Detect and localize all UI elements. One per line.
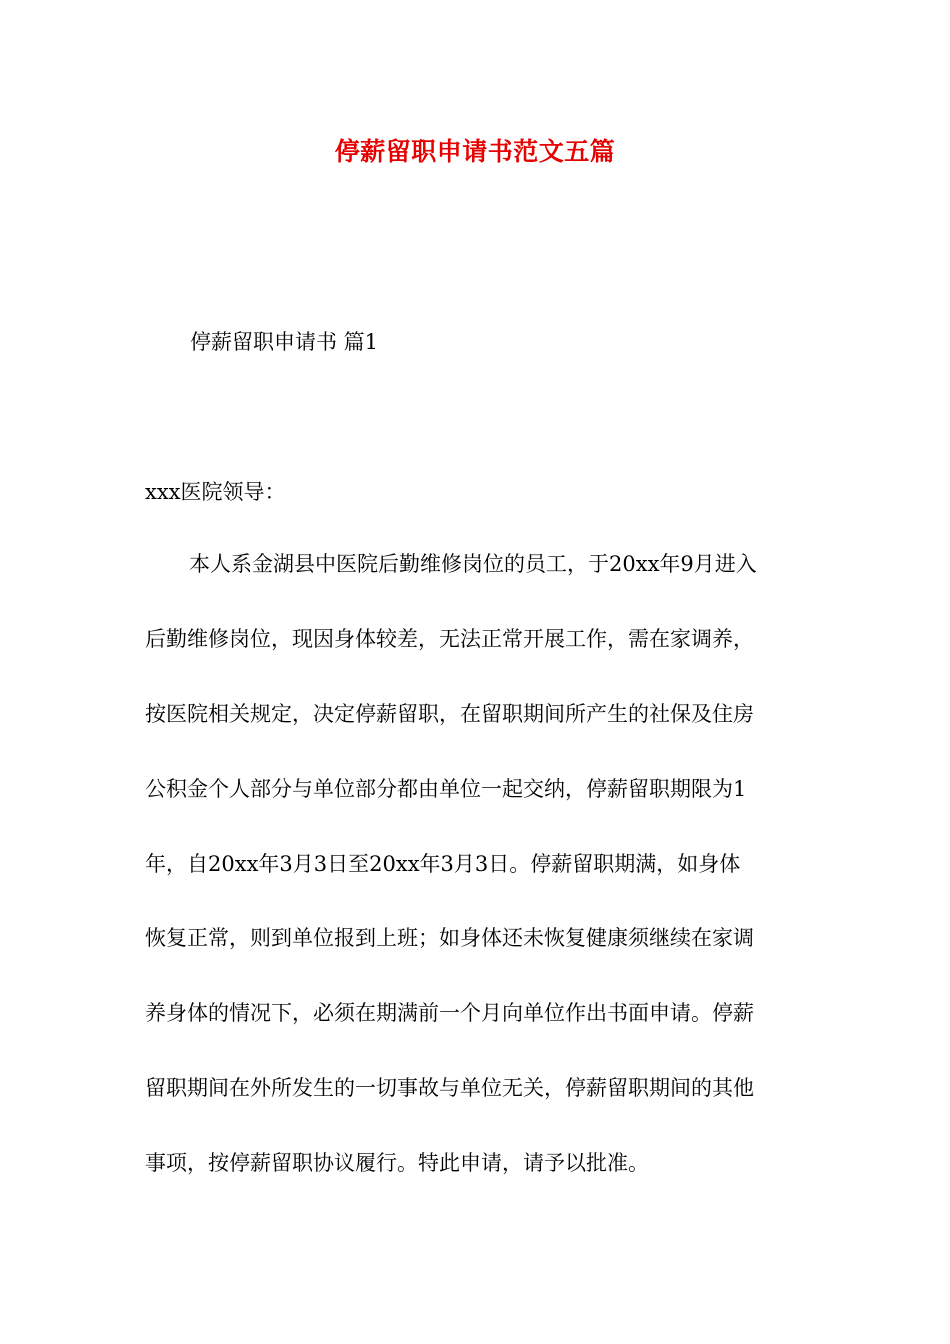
body-line: 事项，按停薪留职协议履行。特此申请，请予以批准。 [145, 1151, 649, 1176]
salutation: xxx医院领导： [145, 480, 286, 504]
body-line: 恢复正常，则到单位报到上班；如身体还未恢复健康须继续在家调 [145, 926, 754, 951]
body-line: 按医院相关规定，决定停薪留职，在留职期间所产生的社保及住房 [145, 701, 754, 726]
body-line: 养身体的情况下，必须在期满前一个月向单位作出书面申请。停薪 [145, 1001, 754, 1026]
body-line: 留职期间在外所发生的一切事故与单位无关，停薪留职期间的其他 [145, 1076, 754, 1101]
body-line: 年，自20xx年3月3日至20xx年3月3日。停薪留职期满，如身体 [145, 851, 741, 876]
document-title: 停薪留职申请书范文五篇 [334, 137, 616, 166]
body-line: 后勤维修岗位，现因身体较差，无法正常开展工作，需在家调养， [145, 626, 754, 651]
section-heading: 停薪留职申请书 篇1 [190, 330, 379, 354]
body-line: 公积金个人部分与单位部分都由单位一起交纳，停薪留职期限为1 [145, 776, 747, 801]
body-paragraph [145, 550, 810, 1224]
body-line: 本人系金湖县中医院后勤维修岗位的员工，于20xx年9月进入 [189, 552, 757, 576]
